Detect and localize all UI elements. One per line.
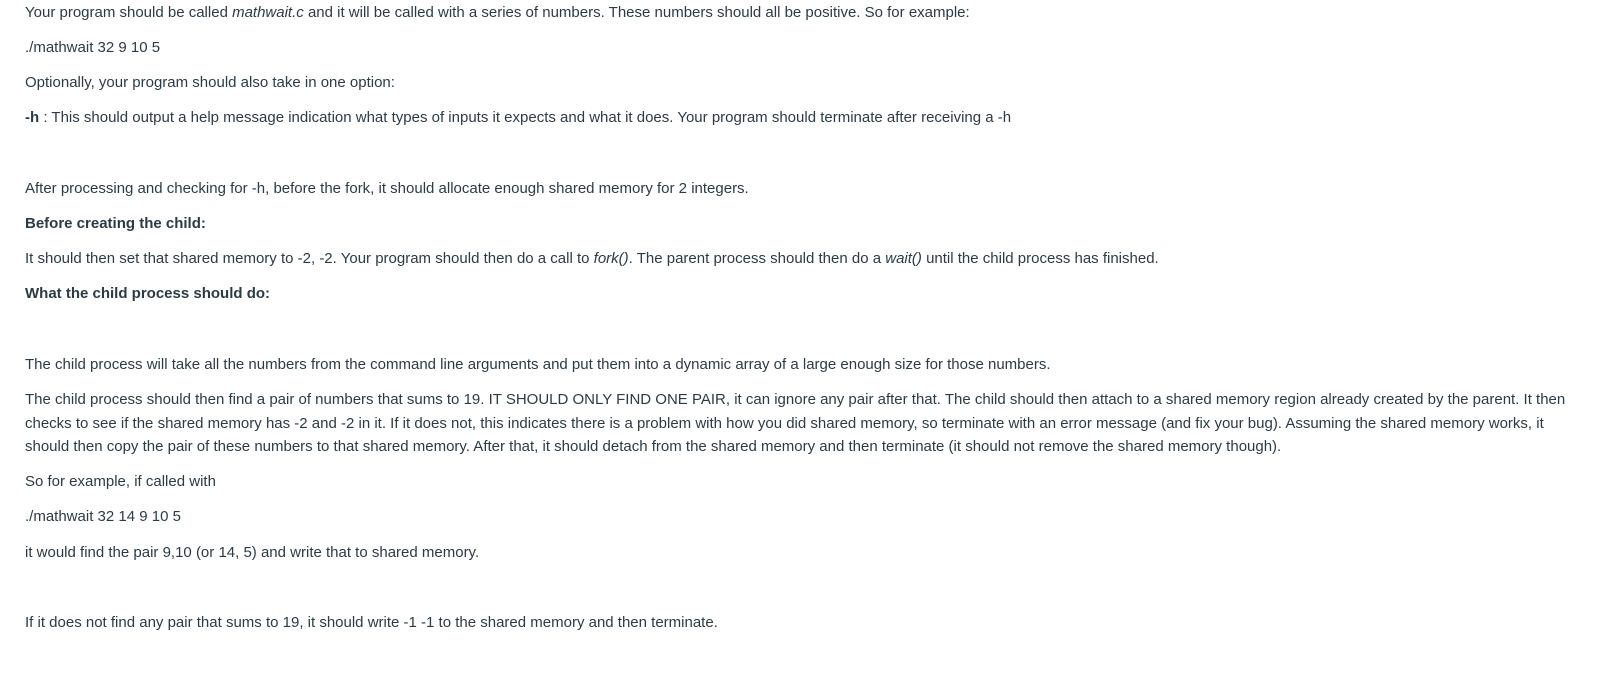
fork-text-middle: . The parent process should then do a xyxy=(628,250,886,267)
help-option-description: : This should output a help message indication what types of inputs it expects and what it does. Your program should terminate after receiving a -h xyxy=(39,109,1012,126)
example-intro-paragraph: So for example, if called with xyxy=(25,473,216,490)
fork-paragraph xyxy=(25,247,1159,271)
heading-child-process: What the child process should do: xyxy=(25,285,271,302)
no-pair-paragraph: If it does not find any pair that sums to 19, it should write -1 -1 to the shared memory and then terminate. xyxy=(25,614,718,631)
help-option-paragraph xyxy=(25,106,1011,130)
shared-memory-paragraph: After processing and checking for -h, before the fork, it should allocate enough shared memory for 2 integers. xyxy=(25,180,749,197)
fork-call: fork() xyxy=(593,250,629,267)
intro-text-start: Your program should be called xyxy=(25,4,233,21)
example-command-1: ./mathwait 32 9 10 5 xyxy=(25,39,161,56)
program-filename: mathwait.c xyxy=(232,4,304,21)
fork-text-start: It should then set that shared memory to -2, -2. Your program should then do a call to xyxy=(25,250,594,267)
fork-text-end: until the child process has finished. xyxy=(921,250,1159,267)
example-result-paragraph: it would find the pair 9,10 (or 14, 5) and write that to shared memory. xyxy=(25,544,480,561)
child-array-paragraph: The child process will take all the numbers from the command line arguments and put them into a dynamic array of a large enough size for those numbers. xyxy=(25,356,1051,373)
intro-paragraph xyxy=(25,1,970,25)
options-paragraph: Optionally, your program should also take in one option: xyxy=(25,74,395,91)
heading-before-child: Before creating the child: xyxy=(25,215,206,232)
wait-call: wait() xyxy=(885,250,922,267)
example-command-2: ./mathwait 32 14 9 10 5 xyxy=(25,508,181,525)
intro-text-end: and it will be called with a series of numbers. These numbers should all be positive. So for example: xyxy=(303,4,970,21)
child-pair-paragraph: The child process should then find a pair of numbers that sums to 19. IT SHOULD ONLY FIND ONE PAIR, it can ignore any pair after that. The child should then attach to a shared memory region already created by the parent. It then checks to see if the shared memory has -2 and -2 in it. If it does not, this indicates there is a problem with how you did shared memory, so terminate with an error message (and fix your bug). Assuming the shared memory works, it should then copy the pair of these numbers to that shared memory. After that, it should detach from the shared memory and then terminate (it should not remove the shared memory though). xyxy=(25,391,1566,455)
help-flag: -h xyxy=(25,109,40,126)
